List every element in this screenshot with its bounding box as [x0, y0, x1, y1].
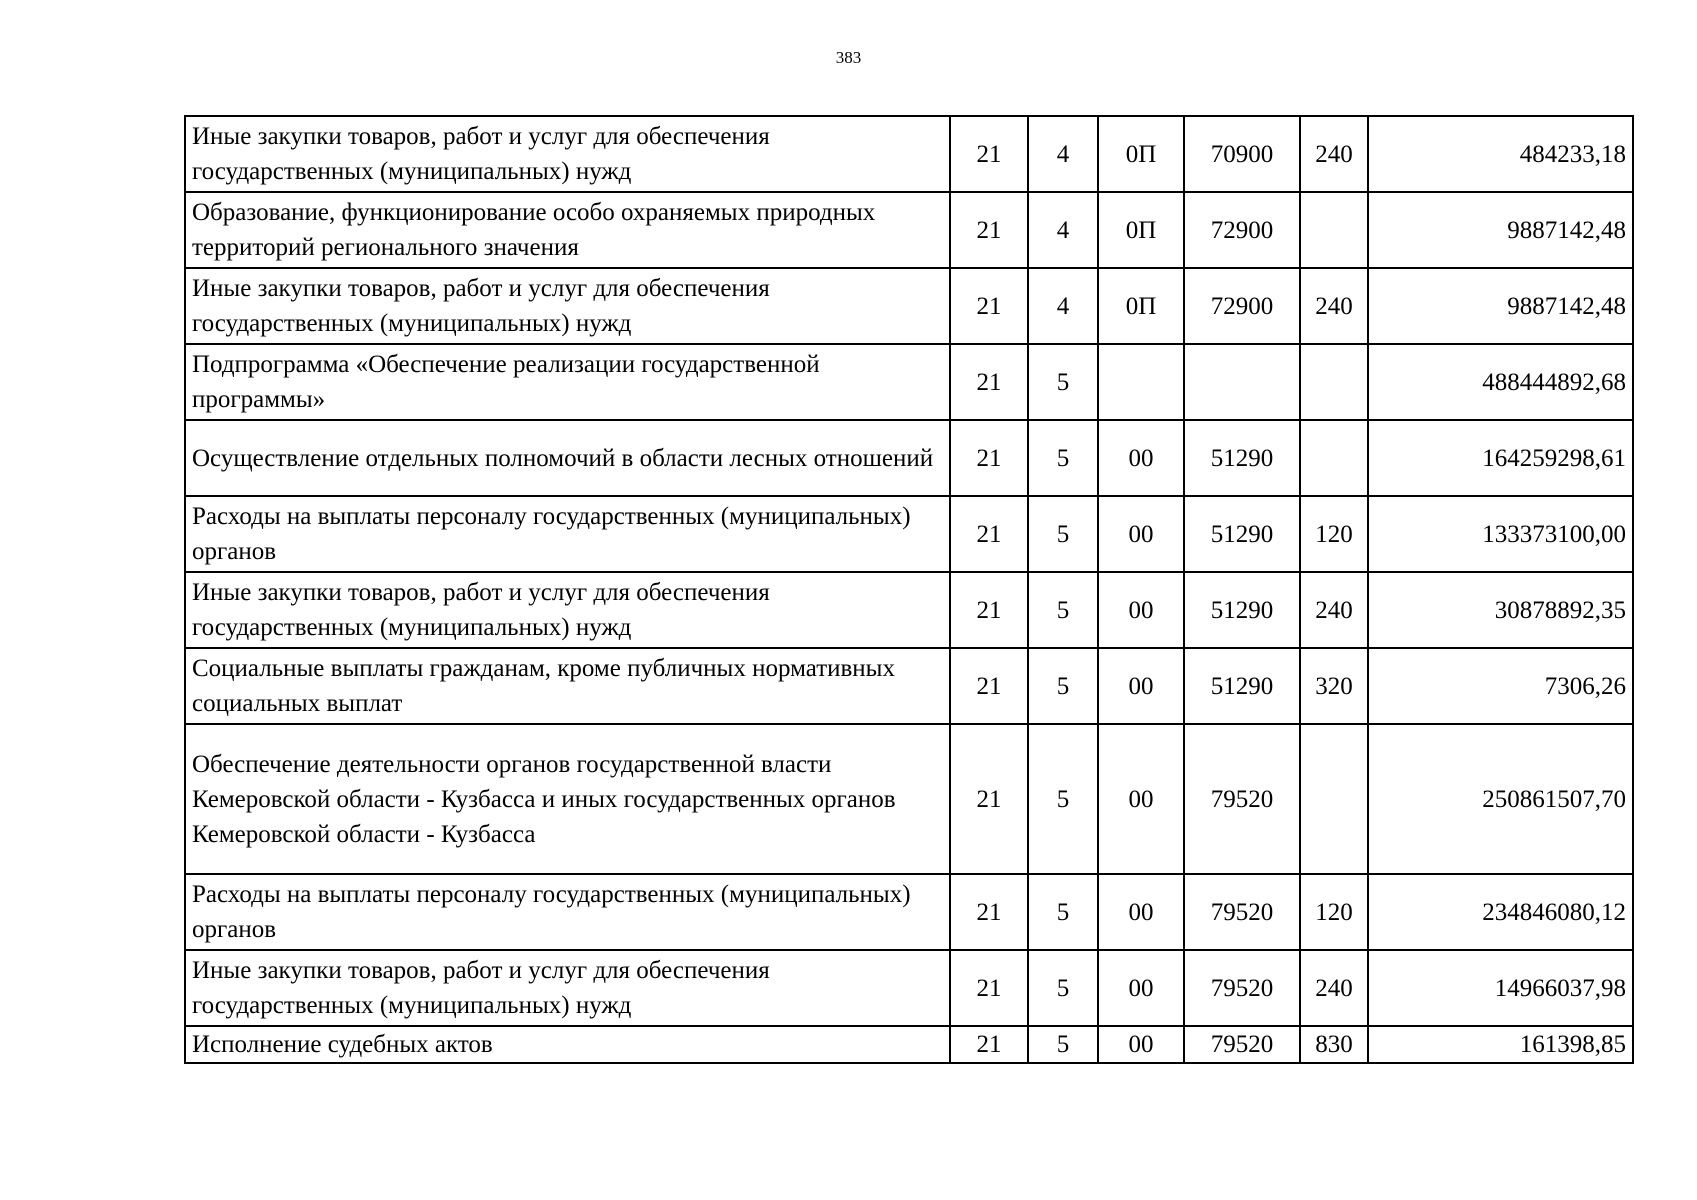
code-cell: 00	[1098, 648, 1184, 724]
code-cell: 320	[1300, 648, 1368, 724]
code-cell: 5	[1028, 950, 1098, 1026]
amount-cell: 164259298,61	[1368, 420, 1633, 496]
code-cell: 0П	[1098, 116, 1184, 192]
code-cell: 5	[1028, 1026, 1098, 1063]
code-cell: 79520	[1184, 1026, 1300, 1063]
table-row	[185, 1026, 1633, 1063]
code-cell: 51290	[1184, 496, 1300, 572]
table-row	[185, 496, 1633, 572]
amount-cell: 30878892,35	[1368, 572, 1633, 648]
code-cell: 51290	[1184, 648, 1300, 724]
expense-name: Иные закупки товаров, работ и услуг для обеспечения государственных (муниципальных) нужд	[185, 268, 950, 344]
amount-cell: 234846080,12	[1368, 874, 1633, 950]
code-cell	[1184, 344, 1300, 420]
code-cell: 5	[1028, 572, 1098, 648]
expense-name: Иные закупки товаров, работ и услуг для обеспечения государственных (муниципальных) нужд	[185, 116, 950, 192]
table-row	[185, 950, 1633, 1026]
table-row	[185, 420, 1633, 496]
code-cell	[1300, 420, 1368, 496]
code-cell: 21	[950, 344, 1028, 420]
code-cell: 5	[1028, 344, 1098, 420]
code-cell: 51290	[1184, 572, 1300, 648]
page-number: 383	[835, 48, 862, 67]
code-cell: 5	[1028, 648, 1098, 724]
amount-cell: 14966037,98	[1368, 950, 1633, 1026]
code-cell: 120	[1300, 874, 1368, 950]
amount-cell: 9887142,48	[1368, 192, 1633, 268]
expense-name: Расходы на выплаты персоналу государственных (муниципальных) органов	[185, 496, 950, 572]
code-cell: 72900	[1184, 192, 1300, 268]
code-cell: 21	[950, 648, 1028, 724]
code-cell: 4	[1028, 268, 1098, 344]
code-cell: 5	[1028, 496, 1098, 572]
code-cell: 79520	[1184, 874, 1300, 950]
table-row	[185, 572, 1633, 648]
code-cell: 79520	[1184, 950, 1300, 1026]
amount-cell: 7306,26	[1368, 648, 1633, 724]
code-cell: 00	[1098, 496, 1184, 572]
table-row	[185, 344, 1633, 420]
code-cell: 21	[950, 192, 1028, 268]
code-cell: 51290	[1184, 420, 1300, 496]
expense-name: Социальные выплаты гражданам, кроме публичных нормативных социальных выплат	[185, 648, 950, 724]
expense-name: Исполнение судебных актов	[185, 1026, 950, 1063]
amount-cell: 133373100,00	[1368, 496, 1633, 572]
expense-name: Образование, функционирование особо охраняемых природных территорий регионального значения	[185, 192, 950, 268]
code-cell: 4	[1028, 116, 1098, 192]
code-cell: 0П	[1098, 268, 1184, 344]
code-cell: 70900	[1184, 116, 1300, 192]
table-row	[185, 268, 1633, 344]
code-cell	[1300, 344, 1368, 420]
code-cell	[1098, 344, 1184, 420]
code-cell: 21	[950, 116, 1028, 192]
code-cell: 240	[1300, 116, 1368, 192]
code-cell: 21	[950, 496, 1028, 572]
code-cell: 00	[1098, 1026, 1184, 1063]
code-cell: 0П	[1098, 192, 1184, 268]
code-cell: 21	[950, 572, 1028, 648]
code-cell: 240	[1300, 950, 1368, 1026]
code-cell: 72900	[1184, 268, 1300, 344]
amount-cell: 484233,18	[1368, 116, 1633, 192]
expense-name: Иные закупки товаров, работ и услуг для обеспечения государственных (муниципальных) нужд	[185, 950, 950, 1026]
table-row	[185, 724, 1633, 874]
expense-name: Иные закупки товаров, работ и услуг для обеспечения государственных (муниципальных) нужд	[185, 572, 950, 648]
amount-cell: 161398,85	[1368, 1026, 1633, 1063]
code-cell: 120	[1300, 496, 1368, 572]
code-cell: 00	[1098, 724, 1184, 874]
amount-cell: 488444892,68	[1368, 344, 1633, 420]
expense-name: Осуществление отдельных полномочий в области лесных отношений	[185, 420, 950, 496]
budget-table	[184, 115, 1634, 1064]
code-cell: 00	[1098, 950, 1184, 1026]
code-cell: 830	[1300, 1026, 1368, 1063]
expense-name: Обеспечение деятельности органов государственной власти Кемеровской области - Кузбасса и иных государственных органов Кемеровской области - Кузбасса	[185, 724, 950, 874]
code-cell	[1300, 724, 1368, 874]
code-cell: 21	[950, 950, 1028, 1026]
table-row	[185, 648, 1633, 724]
code-cell: 21	[950, 268, 1028, 344]
code-cell: 5	[1028, 420, 1098, 496]
code-cell: 21	[950, 1026, 1028, 1063]
code-cell: 21	[950, 874, 1028, 950]
expense-name: Расходы на выплаты персоналу государственных (муниципальных) органов	[185, 874, 950, 950]
code-cell	[1300, 192, 1368, 268]
amount-cell: 250861507,70	[1368, 724, 1633, 874]
table-row	[185, 874, 1633, 950]
expense-name: Подпрограмма «Обеспечение реализации государственной программы»	[185, 344, 950, 420]
code-cell: 240	[1300, 572, 1368, 648]
code-cell: 5	[1028, 874, 1098, 950]
table-row	[185, 116, 1633, 192]
amount-cell: 9887142,48	[1368, 268, 1633, 344]
code-cell: 21	[950, 420, 1028, 496]
code-cell: 240	[1300, 268, 1368, 344]
code-cell: 00	[1098, 874, 1184, 950]
code-cell: 00	[1098, 572, 1184, 648]
code-cell: 79520	[1184, 724, 1300, 874]
code-cell: 5	[1028, 724, 1098, 874]
table-row	[185, 192, 1633, 268]
code-cell: 4	[1028, 192, 1098, 268]
code-cell: 21	[950, 724, 1028, 874]
code-cell: 00	[1098, 420, 1184, 496]
